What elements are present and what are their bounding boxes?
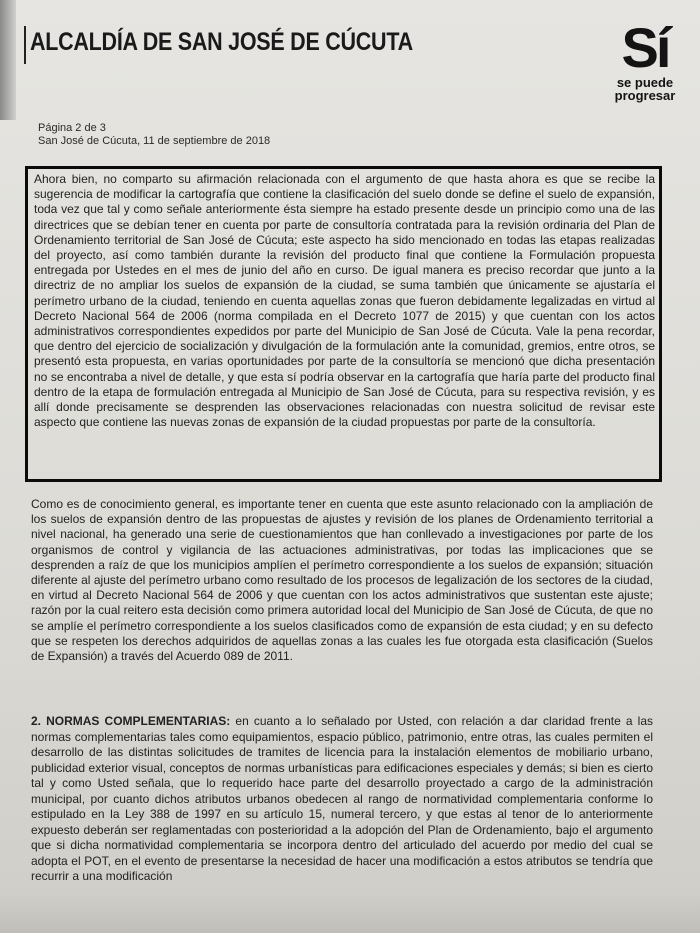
letter-meta xyxy=(38,122,270,148)
slogan-logo xyxy=(610,16,680,103)
slogan-line-2: progresar xyxy=(614,88,676,103)
slogan-big: Sí xyxy=(621,16,669,79)
paragraph-2: Como es de conocimiento general, es importante tener en cuenta que este asunto relacionado con la ampliación de los suelos de expansión dentro de las propuestas de ajustes y revisión de los planes de Ordenamiento territorial a nivel nacional, ha generado una serie de cuestionamientos que han conllevado a investigaciones por parte de los organismos de control y vigilancia de las actuaciones administrativas, por todas las implicaciones que se desprenden a raíz de que los municipios amplíen el perímetro correspondiente a los suelos de expansión; situación diferente al ajuste del perímetro urbano como resultado de los procesos de legalización de los sectores de la ciudad, en virtud al Decreto Nacional 564 de 2006 y que cuentan con los actos administrativos que sustentan este ajuste; razón por la cual reitero esta decisión como primera autoridad local del Municipio de San José de Cúcuta, de que no se amplíe el perímetro correspondiente a los suelos clasificados como de expansión de esta ciudad; y en su defecto que se respeten los derechos adquiridos de aquellas zonas a las cuales les fue otorgada esta clasificación (Suelos de Expansión) a través del Acuerdo 089 de 2011. xyxy=(31,497,653,664)
binder-edge xyxy=(0,0,16,120)
header-rule xyxy=(24,26,26,64)
section-heading: 2. NORMAS COMPLEMENTARIAS: xyxy=(31,714,231,728)
slogan-line-1: se puede xyxy=(616,75,674,90)
boxed-paragraph: Ahora bien, no comparto su afirmación relacionada con el argumento de que hasta ahora es que se recibe la sugerencia de modificar la cartografía que contiene la clasificación del suelo donde se define el suelo de expansión, toda vez que tal y como señale anteriormente ésta siempre ha estado presente desde un principio como una de las directrices que se debían tener en cuenta por parte de consultoría contratada para la revisión ordinaria del Plan de Ordenamiento territorial de San José de Cúcuta; este aspecto ha sido mencionado en todas las etapas realizadas del proyecto, así como también durante la revisión del producto final que contiene la Formulación propuesta entregada por Ustedes en el mes de junio del año en curso. De igual manera es preciso recordar que junto a la directriz de no ampliar los suelos de expansión de la ciudad, se suma también que únicamente se ajustaría el perímetro urbano de la ciudad, teniendo en cuenta aquellas zonas que fueron debidamente legalizadas en virtud al Decreto Nacional 564 de 2006 (norma compilada en el Decreto 1077 de 2015) y que cuentan con los actos administrativos correspondientes expedidos por parte del Municipio de San José de Cúcuta. Vale la pena recordar, que dentro del ejercicio de socialización y divulgación de la formulación ante la comunidad, gremios, entre otros, se presentó esta propuesta, en varias oportunidades por parte de la consultoría se mencionó que dicha presentación no se encontraba a nivel de detalle, y que esta sí podría observar en la cartografía que haría parte del producto final dentro de la etapa de formulación entregada al Municipio de San José de Cúcuta, para su respectiva revisión, y es allí donde precisamente se desprenden las observaciones relacionadas con nuestra solicitud de revisar este aspecto que contiene las nuevas zonas de expansión de la ciudad propuestas por parte de la consultoría. xyxy=(34,172,655,430)
header-title: ALCALDÍA DE SAN JOSÉ DE CÚCUTA xyxy=(30,28,413,56)
highlighted-box xyxy=(25,166,662,482)
place-date: San José de Cúcuta, 11 de septiembre de 2018 xyxy=(38,135,271,147)
section-text: en cuanto a lo señalado por Usted, con relación a dar claridad frente a las normas complementarias tales como equipamientos, espacio público, patrimonio, entre otras, las cuales permiten el desarrollo de las distintas solicitudes de tramites de licencia para la instalación elementos de mobiliario urbano, publicidad exterior visual, conceptos de normas urbanísticas para edificaciones especiales y demás; si bien es cierto tal y como Usted señala, que lo requerido hace parte del desarrollo proyectado a cargo de la administración municipal, por cuanto dichos atributos urbanos obedecen al rango de normatividad complementaria conforme lo estipulado en la Ley 388 de 1997 en su artículo 15, numeral tercero, y que estas al tenor de lo anteriormente expuesto deberán ser reglamentadas con posterioridad a la adopción del Plan de Ordenamiento, bajo el argumento que si dicha normatividad complementaria se incorpora dentro del articulado del acuerdo por medio del cual se adopta el POT, en el evento de presentarse la necesidad de hacer una modificación a estos atributos se tendría que recurrir a una modificación xyxy=(31,714,654,883)
section-normas xyxy=(31,714,653,885)
photo-shade xyxy=(0,893,700,933)
page-number: Página 2 de 3 xyxy=(38,122,106,134)
